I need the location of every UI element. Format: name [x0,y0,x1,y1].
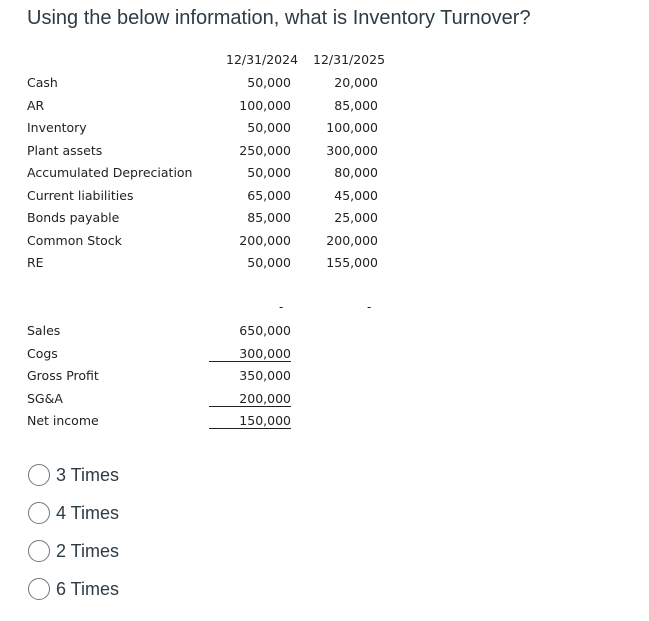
value-2024: 200,000 [239,233,291,248]
answer-option-4[interactable] [28,570,119,608]
answer-option-label[interactable]: 4 Times [56,502,120,523]
total-mark-2025: - [367,300,372,314]
table-row-accumulated-depreciation [0,165,649,183]
row-label: Current liabilities [27,188,134,203]
row-label: Common Stock [27,233,122,248]
table-row-bonds-payable [0,210,649,228]
value-2024: 50,000 [247,165,291,180]
table-row-common-stock [0,233,649,251]
column-header-2024: 12/31/2024 [226,52,299,67]
value-2024: 65,000 [247,188,291,203]
table-row-plant-assets [0,143,649,161]
total-mark-2024: - [279,300,284,314]
table-row-sales [0,323,649,341]
value-2024: 250,000 [239,143,291,158]
answer-options [28,456,119,608]
table-row-cash [0,75,649,93]
row-value: 300,000 [209,346,291,362]
value-2025: 85,000 [334,98,378,113]
value-2024: 50,000 [247,75,291,90]
row-value: 650,000 [239,323,291,338]
row-label: AR [27,98,45,113]
answer-option-2[interactable] [28,494,119,532]
value-2025: 80,000 [334,165,378,180]
value-2024: 50,000 [247,255,291,270]
table-row-net-income [0,413,649,431]
column-header-2025: 12/31/2025 [313,52,386,67]
value-2025: 300,000 [326,143,378,158]
table-row-sga [0,391,649,409]
row-value: 350,000 [239,368,291,383]
row-value: 150,000 [209,413,291,429]
answer-option-3[interactable] [28,532,119,570]
value-2025: 20,000 [334,75,378,90]
table-row-inventory [0,120,649,138]
question-text: Using the below information, what is Inventory Turnover? [27,7,531,29]
table-row-current-liabilities [0,188,649,206]
value-2025: 100,000 [326,120,378,135]
table-row-cogs [0,346,649,364]
radio-button[interactable] [28,502,50,524]
row-label: SG&A [27,391,63,406]
value-2024: 85,000 [247,210,291,225]
row-label: Cash [27,75,58,90]
answer-option-label[interactable]: 6 Times [56,578,120,599]
row-label: Cogs [27,346,58,361]
table-row-ar [0,98,649,116]
radio-button[interactable] [28,578,50,600]
radio-button[interactable] [28,464,50,486]
row-value: 200,000 [209,391,291,407]
value-2024: 100,000 [239,98,291,113]
row-label: Accumulated Depreciation [27,165,193,180]
value-2025: 200,000 [326,233,378,248]
answer-option-1[interactable] [28,456,119,494]
answer-option-label[interactable]: 2 Times [56,540,120,561]
answer-option-label[interactable]: 3 Times [56,464,120,485]
value-2025: 25,000 [334,210,378,225]
row-label: RE [27,255,44,270]
row-label: Inventory [27,120,87,135]
row-label: Bonds payable [27,210,120,225]
row-label: Sales [27,323,61,338]
value-2025: 45,000 [334,188,378,203]
table-row-gross-profit [0,368,649,386]
row-label: Gross Profit [27,368,99,383]
value-2025: 155,000 [326,255,378,270]
radio-button[interactable] [28,540,50,562]
row-label: Net income [27,413,99,428]
value-2024: 50,000 [247,120,291,135]
table-row-re [0,255,649,273]
row-label: Plant assets [27,143,103,158]
